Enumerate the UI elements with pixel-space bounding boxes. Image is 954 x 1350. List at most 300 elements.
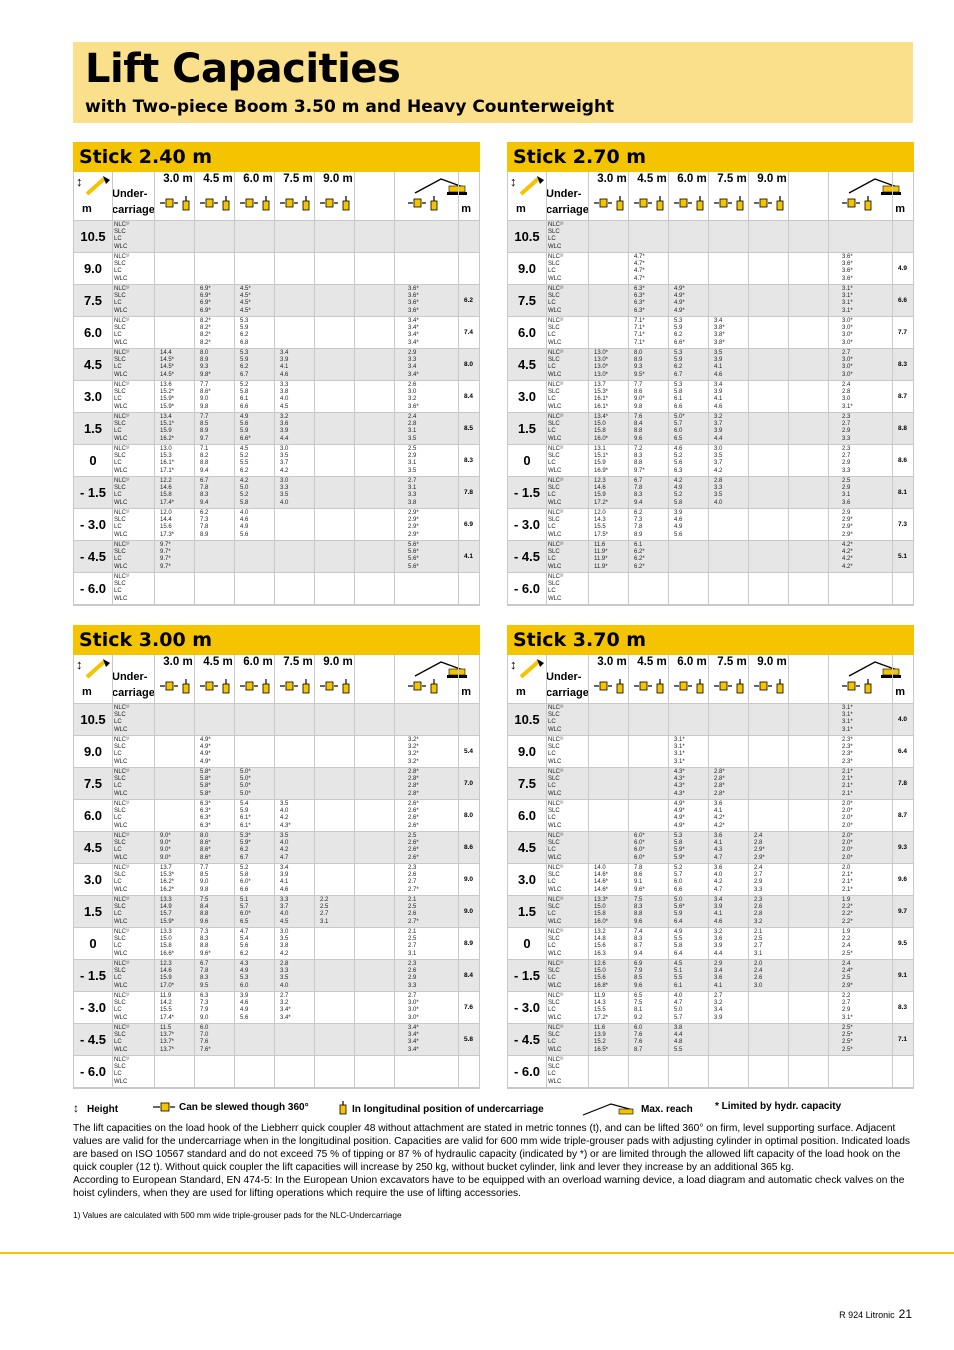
capacity-cell: 2.8 3.3 3.5 4.0 — [714, 478, 723, 506]
table-row — [508, 285, 913, 317]
capacity-cell: 3.9 4.6 4.9 5.6 — [240, 993, 249, 1021]
panel-title: Stick 2.40 m — [73, 142, 480, 172]
capacity-cell: 2.7 3.0* 3.0* 3.0* — [842, 350, 853, 378]
bucket-icon — [517, 657, 545, 679]
capacity-cell: 13.3* 15.0 15.8 16.0* — [594, 897, 609, 925]
capacity-cell: 12.6 15.0 15.6 16.8* — [594, 961, 609, 989]
row-height-label: 4.5 — [517, 357, 537, 372]
table-row — [508, 1056, 913, 1088]
reach-unit: m — [461, 203, 471, 215]
page-info — [839, 1307, 912, 1321]
slew-icon — [674, 680, 692, 692]
slew-icon — [160, 197, 178, 209]
page-title: Lift Capacities — [85, 46, 401, 92]
max-reach-value: 7.8 — [463, 489, 473, 496]
excavator-icon — [413, 175, 469, 197]
longitudinal-icon — [262, 196, 270, 212]
page-subtitle: with Two-piece Boom 3.50 m and Heavy Counterweight — [85, 97, 615, 117]
capacity-cell: 4.5 5.1 5.5 6.1 — [674, 961, 683, 989]
table-row — [508, 736, 913, 768]
max-reach-value: 4.1 — [463, 553, 473, 560]
table-row — [74, 349, 479, 381]
undercarriage-modes: NLC¹⁾ SLC LC WLC — [114, 542, 130, 570]
table-row — [74, 896, 479, 928]
capacity-cell: 2.7 3.2 3.4* 3.4* — [280, 993, 291, 1021]
capacity-cell: 3.4 3.9 4.1 4.6 — [714, 382, 723, 410]
undercarriage-modes: NLC¹⁾ SLC LC WLC — [114, 705, 130, 733]
capacity-cell: 13.1 15.1* 15.9 16.9* — [594, 446, 609, 474]
height-arrows-icon: ↕ — [73, 1101, 79, 1115]
table-row — [74, 285, 479, 317]
capacity-cell: 5.3 5.9 6.2 6.7 — [240, 350, 249, 378]
row-height-label: 9.0 — [83, 261, 103, 276]
column-header: 7.5 m — [717, 173, 747, 185]
row-height-label: 9.0 — [517, 261, 537, 276]
undercarriage-modes: NLC¹⁾ SLC LC WLC — [114, 574, 130, 602]
table-row — [508, 221, 913, 253]
capacity-cell: 14.0 14.6* 14.6* 14.6* — [594, 865, 609, 893]
capacity-cell: 3.6* 3.6* 3.6* 3.6* — [842, 254, 853, 282]
max-reach-value: 5.8 — [463, 1036, 473, 1043]
table-row — [508, 992, 913, 1024]
longitudinal-icon — [430, 196, 438, 212]
column-header: 4.5 m — [637, 656, 667, 668]
capacity-cell: 3.5 4.0 4.2 4.7 — [280, 833, 289, 861]
table-row — [74, 541, 479, 573]
table-header — [508, 172, 913, 221]
slew-icon — [240, 197, 258, 209]
table-row — [74, 573, 479, 605]
capacity-cell: 11.6 13.9 15.2 16.5* — [594, 1025, 609, 1053]
max-reach-value: 6.9 — [463, 521, 473, 528]
undercarriage-modes: NLC¹⁾ SLC LC WLC — [548, 222, 564, 250]
capacity-cell: 1.9 2.2* 2.2* 2.2* — [842, 897, 853, 925]
capacity-cell: 4.2* 4.2* 4.2* 4.2* — [842, 542, 853, 570]
capacity-cell: 4.5 5.2 5.5 6.2 — [240, 446, 249, 474]
capacity-cell: 7.5 8.3 8.8 9.6 — [634, 897, 643, 925]
undercarriage-modes: NLC¹⁾ SLC LC WLC — [548, 542, 564, 570]
capacity-cell: 3.4 3.9 4.1 4.6 — [280, 350, 289, 378]
undercarriage-modes: NLC¹⁾ SLC LC WLC — [548, 705, 564, 733]
table-row — [74, 928, 479, 960]
longitudinal-icon — [182, 679, 190, 695]
undercarriage-modes: NLC¹⁾ SLC LC WLC — [114, 510, 130, 538]
capacity-cell: 2.5 2.6* 2.6* 2.6* — [408, 833, 419, 861]
undercarriage-modes: NLC¹⁾ SLC LC WLC — [548, 801, 564, 829]
max-reach-value: 8.7 — [897, 812, 907, 819]
undercarriage-modes: NLC¹⁾ SLC LC WLC — [548, 865, 564, 893]
undercarriage-modes: NLC¹⁾ SLC LC WLC — [548, 286, 564, 314]
slew-icon — [842, 197, 860, 209]
capacity-cell: 3.1* 3.1* 3.1* 3.1* — [674, 737, 685, 765]
longitudinal-icon — [222, 196, 230, 212]
capacity-cell: 4.7* 4.7* 4.7* 4.7* — [634, 254, 645, 282]
capacity-cell: 2.9 3.3 3.4 3.4* — [408, 350, 419, 378]
table-row — [508, 253, 913, 285]
capacity-cell: 3.0 3.5 3.7 4.2 — [714, 446, 723, 474]
row-height-label: 7.5 — [517, 293, 537, 308]
undercarriage-modes: NLC¹⁾ SLC LC WLC — [114, 801, 130, 829]
capacity-cell: 5.3 5.9 6.2 6.8 — [240, 318, 249, 346]
max-reach-value: 8.0 — [463, 361, 473, 368]
footnote: 1) Values are calculated with 500 mm wide triple-grouser pads for the NLC-Undercarriage — [73, 1210, 402, 1220]
capacity-cell: 7.1 8.2 8.8 9.4 — [200, 446, 209, 474]
panel-title: Stick 2.70 m — [507, 142, 914, 172]
column-header: 9.0 m — [757, 656, 787, 668]
row-height-label: 3.0 — [517, 872, 537, 887]
capacity-cell: 2.6 3.0 3.2 3.6* — [408, 382, 419, 410]
capacity-cell: 13.3 15.0 15.8 16.6* — [160, 929, 175, 957]
table-row — [508, 573, 913, 605]
undercarriage-modes: NLC¹⁾ SLC LC WLC — [548, 961, 564, 989]
slew-icon — [714, 197, 732, 209]
slew-icon — [634, 680, 652, 692]
longitudinal-icon — [616, 196, 624, 212]
legend-longitudinal: In longitudinal position of undercarriage — [338, 1101, 544, 1117]
undercarriage-modes: NLC¹⁾ SLC LC WLC — [548, 414, 564, 442]
capacity-cell: 6.7 7.8 8.3 9.4 — [634, 478, 643, 506]
panel-title: Stick 3.00 m — [73, 625, 480, 655]
max-reach-value: 8.0 — [463, 812, 473, 819]
table-row — [74, 704, 479, 736]
capacity-cell: 8.2* 8.2* 8.2* 8.2* — [200, 318, 211, 346]
max-reach-value: 9.0 — [463, 876, 473, 883]
row-height-label: 10.5 — [514, 712, 540, 727]
capacity-cell: 2.8 3.3 3.5 4.0 — [280, 961, 289, 989]
max-reach-value: 7.3 — [897, 521, 907, 528]
longitudinal-icon — [864, 679, 872, 695]
longitudinal-icon — [182, 196, 190, 212]
description-p1: The lift capacities on the load hook of the Liebherr quick coupler 48 without attachment are stated in metric tonnes (t), and can be lifted 360° on firm, level supporting surface. Adjacent values are valid for the undercarriage when in the longitudinal position. Capacities are valid for 600 mm wide triple-grouser pads with adjusting cylinder in optimal position. Indicated loads are based on ISO 10567 standard and do not exceed 75 % of tipping or 87 % of hydraulic capacity (indicated by *) or are limited through the allowed lift capacity of the load hook on the quick coupler (12 t). Without quick coupler the lift capacities will increase by 250 kg, without bucket cylinder, link and lever they increase by an additional 365 kg. — [73, 1123, 910, 1173]
slew-icon — [634, 197, 652, 209]
table-row — [508, 349, 913, 381]
undercarriage-modes: NLC¹⁾ SLC LC WLC — [548, 993, 564, 1021]
table-row — [74, 1024, 479, 1056]
capacity-cell: 2.3 2.7 2.9 3.3 — [842, 414, 851, 442]
capacity-cell: 7.4 8.3 8.7 9.4 — [634, 929, 643, 957]
row-height-label: - 1.5 — [513, 968, 540, 983]
description-p2: According to European Standard, EN 474-5: In the European Union excavators have to be equipped with an overload warning device, a load diagram and automatic check valves on the hoist cylinders, when they are used for lifting operations which require the use of lifting accessories. — [73, 1175, 905, 1199]
longitudinal-icon — [696, 196, 704, 212]
row-height-label: 3.0 — [517, 389, 537, 404]
table-row — [508, 509, 913, 541]
capacity-cell: 11.9 14.3 15.5 17.2* — [594, 993, 609, 1021]
capacity-cell: 8.0 8.6* 8.6* 8.6* — [200, 833, 211, 861]
column-header: 4.5 m — [637, 173, 667, 185]
max-reach-value: 8.4 — [463, 393, 473, 400]
capacity-cell: 2.8* 2.8* 2.8* 2.8* — [714, 769, 725, 797]
capacity-cell: 3.0 3.5 3.7 4.2 — [280, 446, 289, 474]
max-reach-value: 7.8 — [897, 780, 907, 787]
column-header: 7.5 m — [283, 656, 313, 668]
table-row — [508, 704, 913, 736]
capacity-cell: 6.3* 6.3* 6.3* 6.3* — [200, 801, 211, 829]
undercarriage-modes: NLC¹⁾ SLC LC WLC — [548, 574, 564, 602]
column-header: 3.0 m — [163, 656, 193, 668]
undercarriage-modes: NLC¹⁾ SLC LC WLC — [114, 961, 130, 989]
capacity-cell: 5.3 5.9 6.2 6.6* — [674, 318, 685, 346]
capacity-cell: 8.0 8.9 9.3 9.5* — [634, 350, 645, 378]
longitudinal-icon — [302, 196, 310, 212]
description — [73, 1122, 918, 1200]
capacity-cell: 3.2 3.7 3.9 4.4 — [714, 414, 723, 442]
capacity-cell: 2.9* 2.9* 2.9* 2.9* — [408, 510, 419, 538]
max-reach-value: 6.4 — [897, 748, 907, 755]
column-header: 7.5 m — [717, 656, 747, 668]
height-arrows-icon: ↕ — [510, 174, 545, 196]
row-height-label: 4.5 — [517, 840, 537, 855]
capacity-cell: 13.4 15.1* 15.9 16.2* — [160, 414, 175, 442]
row-height-label: 7.5 — [517, 776, 537, 791]
capacity-cell: 5.3* 5.9* 6.2 6.7 — [240, 833, 251, 861]
max-reach-value: 9.1 — [897, 972, 907, 979]
capacity-cell: 3.4* 3.4* 3.4* 3.4* — [408, 318, 419, 346]
capacity-cell: 6.7 7.8 8.3 9.4 — [200, 478, 209, 506]
panel-stick-2-40-m — [73, 142, 480, 606]
longitudinal-icon — [736, 196, 744, 212]
capacity-cell: 2.4 2.8 2.9* 2.9* — [754, 833, 765, 861]
capacity-cell: 3.2 3.6 3.9 4.4 — [714, 929, 723, 957]
reach-unit: m — [895, 686, 905, 698]
max-reach-value: 8.6 — [463, 844, 473, 851]
capacity-cell: 6.0 7.6 7.6 8.7 — [634, 1025, 643, 1053]
column-header: 9.0 m — [323, 656, 353, 668]
row-height-label: - 6.0 — [79, 581, 106, 596]
undercarriage-label: Under- carriage — [546, 671, 589, 699]
reach-unit: m — [895, 203, 905, 215]
capacity-cell: 2.1 2.5 2.7 3.1 — [754, 929, 763, 957]
max-reach-value: 8.8 — [897, 425, 907, 432]
row-height-label: 7.5 — [83, 293, 103, 308]
row-height-label: - 3.0 — [79, 1000, 106, 1015]
max-reach-value: 4.0 — [897, 716, 907, 723]
undercarriage-modes: NLC¹⁾ SLC LC WLC — [548, 737, 564, 765]
capacity-cell: 6.9 7.9 8.5 9.6 — [634, 961, 643, 989]
height-unit: m — [516, 686, 526, 698]
capacity-cell: 7.7 8.6 9.0* 9.8 — [634, 382, 645, 410]
undercarriage-modes: NLC¹⁾ SLC LC WLC — [114, 929, 130, 957]
capacity-cell: 11.9 14.2 15.5 17.4* — [160, 993, 175, 1021]
table-row — [74, 509, 479, 541]
capacity-cell: 1.9 2.2 2.4 2.5* — [842, 929, 853, 957]
capacity-cell: 7.1* 7.1* 7.1* 7.1* — [634, 318, 645, 346]
table-row — [508, 800, 913, 832]
row-height-label: 3.0 — [83, 872, 103, 887]
capacity-cell: 3.6 4.0 4.2 4.7 — [714, 865, 723, 893]
slew-icon — [200, 680, 218, 692]
max-reach-value: 8.6 — [897, 457, 907, 464]
capacity-cell: 4.6 5.2 5.6 6.3 — [674, 446, 683, 474]
max-reach-value: 7.4 — [463, 329, 473, 336]
capacity-cell: 6.5 7.5 8.1 9.2 — [634, 993, 643, 1021]
capacity-cell: 3.2* 3.2* 3.2* 3.2* — [408, 737, 419, 765]
column-header: 3.0 m — [597, 173, 627, 185]
undercarriage-modes: NLC¹⁾ SLC LC WLC — [114, 769, 130, 797]
slew-icon — [160, 680, 178, 692]
capacity-cell: 13.0* 13.0* 13.0* 13.0* — [594, 350, 609, 378]
height-unit: m — [82, 686, 92, 698]
capacity-cell: 7.7 8.6* 9.0 9.8 — [200, 382, 211, 410]
capacity-cell: 5.4 5.9 6.1* 6.1* — [240, 801, 251, 829]
capacity-cell: 5.8* 5.8* 5.8* 5.8* — [200, 769, 211, 797]
lift-table — [73, 172, 480, 606]
max-reach-value: 7.0 — [463, 780, 473, 787]
undercarriage-modes: NLC¹⁾ SLC LC WLC — [114, 833, 130, 861]
lift-table — [507, 172, 914, 606]
capacity-cell: 4.0 4.7 5.0 5.7 — [674, 993, 683, 1021]
capacity-cell: 4.9* 4.9* 4.9* 4.9* — [200, 737, 211, 765]
capacity-cell: 6.2 7.3 7.8 8.9 — [200, 510, 209, 538]
column-header: 6.0 m — [677, 656, 707, 668]
capacity-cell: 5.3 5.9 6.2 6.7 — [674, 350, 683, 378]
slew-icon — [320, 680, 338, 692]
capacity-cell: 3.2 3.6 3.9 4.4 — [280, 414, 289, 442]
capacity-cell: 7.7 8.5 9.0 9.8 — [200, 865, 209, 893]
max-reach-value: 8.3 — [463, 457, 473, 464]
undercarriage-modes: NLC¹⁾ SLC LC WLC — [114, 993, 130, 1021]
undercarriage-modes: NLC¹⁾ SLC LC WLC — [114, 414, 130, 442]
capacity-cell: 3.0 3.5 3.8 4.2 — [280, 929, 289, 957]
capacity-cell: 6.1 6.2* 6.2* 6.2* — [634, 542, 645, 570]
table-row — [74, 960, 479, 992]
legend-max-reach: Max. reach — [581, 1101, 693, 1117]
capacity-cell: 3.9 4.6 4.9 5.6 — [674, 510, 683, 538]
table-row — [74, 477, 479, 509]
row-height-label: 1.5 — [517, 904, 537, 919]
table-row — [508, 832, 913, 864]
longitudinal-icon — [656, 679, 664, 695]
panel-stick-3-00-m — [73, 625, 480, 1089]
slew-icon — [200, 197, 218, 209]
panel-title: Stick 3.70 m — [507, 625, 914, 655]
excavator-icon — [413, 658, 469, 680]
capacity-cell: 3.4 3.9 4.1 4.6 — [280, 865, 289, 893]
undercarriage-label: Under- carriage — [546, 188, 589, 216]
capacity-cell: 6.2 7.3 7.8 8.9 — [634, 510, 643, 538]
capacity-cell: 3.3 3.7 4.0 4.5 — [280, 897, 289, 925]
table-row — [74, 768, 479, 800]
row-height-label: - 6.0 — [79, 1064, 106, 1079]
table-row — [508, 541, 913, 573]
capacity-cell: 6.3* 6.3* 6.3* 6.3* — [634, 286, 645, 314]
table-row — [508, 477, 913, 509]
capacity-cell: 4.9* 4.9* 4.9* 4.9* — [674, 801, 685, 829]
capacity-cell: 2.2 2.7 2.9 3.1* — [842, 993, 853, 1021]
table-row — [74, 221, 479, 253]
undercarriage-modes: NLC¹⁾ SLC LC WLC — [114, 382, 130, 410]
capacity-cell: 2.7 3.0* 3.0* 3.0* — [408, 993, 419, 1021]
height-unit: m — [82, 203, 92, 215]
capacity-cell: 3.4* 3.4* 3.4* 3.4* — [408, 1025, 419, 1053]
capacity-cell: 11.5 13.7* 13.7* 13.7* — [160, 1025, 175, 1053]
capacity-cell: 6.3 7.3 7.9 9.0 — [200, 993, 209, 1021]
longitudinal-icon — [696, 679, 704, 695]
capacity-cell: 13.6 15.2* 15.9* 15.9* — [160, 382, 175, 410]
row-height-label: 7.5 — [83, 776, 103, 791]
capacity-cell: 11.6 11.9* 11.9* 11.9* — [594, 542, 608, 570]
capacity-cell: 7.6 8.4 8.8 9.6 — [634, 414, 643, 442]
capacity-cell: 2.4 2.8 3.0 3.1* — [842, 382, 853, 410]
panel-stick-3-70-m — [507, 625, 914, 1089]
longitudinal-icon — [864, 196, 872, 212]
height-arrows-icon: ↕ — [76, 174, 111, 196]
model-name: R 924 Litronic — [839, 1310, 895, 1320]
undercarriage-modes: NLC¹⁾ SLC LC WLC — [114, 897, 130, 925]
max-reach-value: 9.0 — [463, 908, 473, 915]
row-height-label: - 4.5 — [79, 549, 106, 564]
capacity-cell: 2.5 2.9 3.1 3.5 — [408, 446, 417, 474]
longitudinal-icon — [342, 679, 350, 695]
table-row — [74, 992, 479, 1024]
slew-icon — [320, 197, 338, 209]
row-height-label: - 1.5 — [513, 485, 540, 500]
column-header: 6.0 m — [243, 173, 273, 185]
capacity-cell: 2.0* 2.0* 2.0* 2.0* — [842, 833, 853, 861]
capacity-cell: 7.2 8.3 8.8 9.7* — [634, 446, 645, 474]
capacity-cell: 7.3 8.3 8.8 9.6* — [200, 929, 211, 957]
row-height-label: - 1.5 — [79, 485, 106, 500]
capacity-cell: 2.9 2.9* 2.9* 2.9* — [842, 510, 853, 538]
capacity-cell: 4.7 5.4 5.6 6.2 — [240, 929, 249, 957]
capacity-cell: 2.2 2.5 2.7 3.1 — [320, 897, 329, 925]
height-unit: m — [516, 203, 526, 215]
height-arrows-icon: ↕ — [510, 657, 545, 679]
max-reach-value: 5.4 — [463, 748, 473, 755]
capacity-cell: 4.5* 4.5* 4.5* 4.5* — [240, 286, 251, 314]
table-row — [74, 253, 479, 285]
column-header: 6.0 m — [243, 656, 273, 668]
column-header: 4.5 m — [203, 656, 233, 668]
slew-icon — [240, 680, 258, 692]
slew-icon — [754, 197, 772, 209]
column-header: 6.0 m — [677, 173, 707, 185]
capacity-cell: 5.0* 5.7 6.0 6.5 — [674, 414, 685, 442]
row-height-label: 9.0 — [83, 744, 103, 759]
column-header: 3.0 m — [163, 173, 193, 185]
lift-table — [73, 655, 480, 1089]
table-row — [508, 317, 913, 349]
capacity-cell: 6.7 7.8 8.3 9.5 — [200, 961, 209, 989]
undercarriage-modes: NLC¹⁾ SLC LC WLC — [114, 254, 130, 282]
capacity-cell: 2.4 2.4* 2.5 2.9* — [842, 961, 853, 989]
max-reach-value: 8.4 — [463, 972, 473, 979]
undercarriage-modes: NLC¹⁾ SLC LC WLC — [548, 254, 564, 282]
capacity-cell: 9.7* 9.7* 9.7* 9.7* — [160, 542, 171, 570]
slew-icon — [594, 197, 612, 209]
max-reach-value: 8.1 — [897, 489, 907, 496]
max-reach-value: 6.2 — [463, 297, 473, 304]
capacity-cell: 3.6 4.1 4.2* 4.2* — [714, 801, 725, 829]
table-row — [508, 381, 913, 413]
longitudinal-icon — [776, 196, 784, 212]
row-height-label: 0 — [523, 453, 531, 468]
row-height-label: - 4.5 — [513, 549, 540, 564]
column-header: 7.5 m — [283, 173, 313, 185]
capacity-cell: 3.1* 3.1* 3.1* 3.1* — [842, 705, 853, 733]
capacity-cell: 5.3 5.8 5.9* 5.9* — [674, 833, 685, 861]
capacity-cell: 3.4 3.8* 3.8* 3.8* — [714, 318, 725, 346]
table-row — [74, 800, 479, 832]
row-height-label: 1.5 — [517, 421, 537, 436]
capacity-cell: 12.2 14.6 15.8 17.4* — [160, 478, 175, 506]
max-reach-value: 9.7 — [897, 908, 907, 915]
capacity-cell: 5.6* 5.6* 5.6* 5.6* — [408, 542, 419, 570]
legend-slewed: Can be slewed though 360° — [153, 1101, 309, 1113]
capacity-cell: 2.7 3.2 3.4 3.9 — [714, 993, 723, 1021]
undercarriage-modes: NLC¹⁾ SLC LC WLC — [548, 382, 564, 410]
longitudinal-icon — [338, 1101, 348, 1117]
capacity-cell: 3.8 4.4 4.8 5.5 — [674, 1025, 683, 1053]
